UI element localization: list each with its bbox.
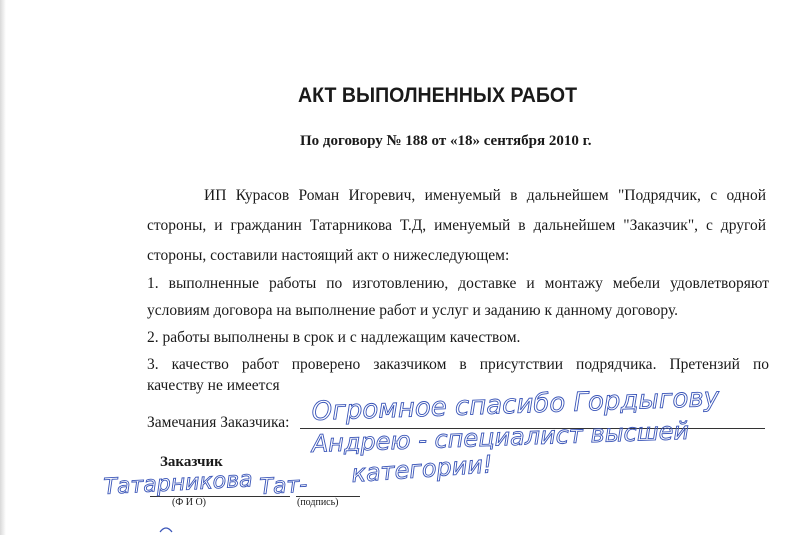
paragraph-line-3: стороны, составили настоящий акт о нижеследующем: [147,247,510,264]
document-title: АКТ ВЫПОЛНЕННЫХ РАБОТ [298,84,578,107]
handwritten-fio: Татарникова [103,467,254,500]
item-3-line-1: 3. качество работ проверено заказчиком в присутствии подрядчика. Претензий по [147,356,769,373]
handwritten-remark-line-1: Огромное спасибо Гордыгову [311,382,720,427]
handwritten-signature: Тат- [259,472,308,500]
contract-reference: По договору № 188 от «18» сентября 2010 г. [300,133,592,149]
paragraph-line-2: стороны, и гражданин Татарникова Т.Д, именуемый в дальнейшем "Заказчик", с другой [147,217,766,234]
item-2-line-1: 2. работы выполнены в срок и с надлежащим качеством. [147,329,521,346]
handwritten-remark-line-2: Андрею - специалист высшей [311,416,690,458]
customer-label: Заказчик [160,454,223,470]
paragraph-line-1: ИП Курасов Роман Игоревич, именуемый в дальнейшем "Подрядчик, с одной [204,187,766,204]
ink-mark [160,528,172,532]
item-3-line-2: качеству не имеется [147,377,280,394]
signature-caption: (подпись) [297,497,339,508]
handwritten-remark-line-3: категории! [350,450,494,488]
fio-caption: (Ф И О) [172,497,207,508]
remarks-label: Замечания Заказчика: [147,414,290,431]
item-1-line-2: условиям договора на выполнение работ и услуг и заданию к данному договору. [147,302,679,319]
item-1-line-1: 1. выполненные работы по изготовлению, доставке и монтажу мебели удовлетворяют [147,275,769,292]
